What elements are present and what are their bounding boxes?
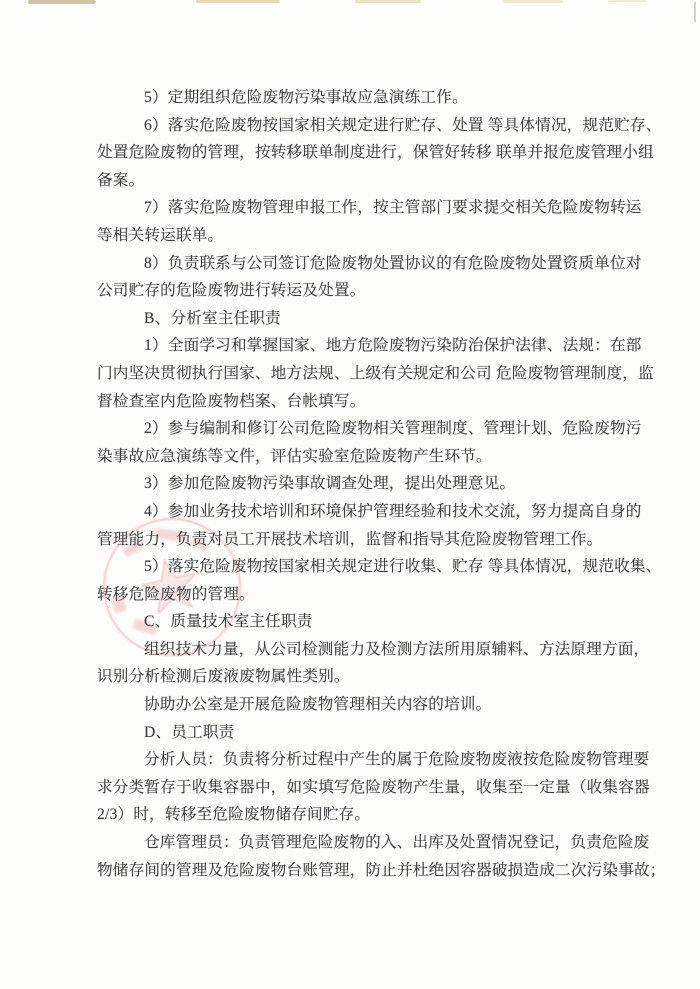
scan-artifact: [28, 0, 96, 4]
text-line: 备案。: [97, 171, 145, 189]
text-line: 处置危险废物的管理，按转移联单制度进行，保管好转移 联单并报危废管理小组: [97, 144, 654, 162]
text-line: C、质量技术室主任职责: [144, 613, 313, 631]
scan-artifact: [196, 0, 280, 3]
text-line: 染事故应急演练等文件，评估实验室危险废物产生环节。: [97, 447, 492, 465]
document-text: [97, 84, 666, 884]
text-line: 3）参加危险废物污染事故调查处理，提出处理意见。: [144, 475, 516, 493]
text-line: 8）负责联系与公司签订危险废物处置协议的有危险废物处置资质单位对: [144, 254, 642, 272]
text-line: 2/3）时，转移至危险废物储存间贮存。: [97, 806, 371, 824]
text-line: 识别分析检测后废液废物属性类别。: [97, 668, 350, 686]
text-line: 求分类暂存于收集容器中，如实填写危险废物产生量，收集至一定量（收集容器: [97, 778, 650, 796]
text-line: 4）参加业务技术培训和环境保护管理经验和技术交流，努力提高自身的: [144, 502, 642, 520]
text-line: 2）参与编制和修订公司危险废物相关管理制度、管理计划、危险废物污: [144, 420, 642, 438]
text-line: 1）全面学习和掌握国家、地方危险废物污染防治保护法律、法规：在部: [144, 337, 642, 355]
text-line: 5）定期组织危险废物污染事故应急演练工作。: [144, 89, 468, 106]
text-line: 5）落实危险废物按国家相关规定进行收集、贮存 等具体情况，规范收集、: [144, 558, 662, 576]
text-line: 转移危险废物的管理。: [97, 585, 255, 603]
text-line: 7）落实危险废物管理申报工作，按主管部门要求提交相关危险废物转运: [144, 199, 642, 217]
scan-artifact: [694, 2, 696, 22]
text-line: 门内坚决贯彻执行国家、地方法规、上级有关规定和公司 危险废物管理制度，监: [97, 364, 654, 382]
text-line: 协助办公室是开展危险废物管理相关内容的培训。: [144, 696, 492, 714]
text-line: 等相关转运联单。: [97, 226, 224, 244]
text-line: 分析人员：负责将分析过程中产生的属于危险废物废液按危险废物管理要: [144, 751, 650, 769]
text-line: 公司贮存的危险废物进行转运及处置。: [97, 282, 366, 300]
scan-artifact: [355, 0, 421, 3]
text-line: 物储存间的管理及危险废物台账管理，防止并杜绝因容器破损造成二次污染事故；: [97, 861, 666, 879]
text-line: 仓库管理员：负责管理危险废物的入、出库及处置情况登记，负责危险废: [144, 834, 650, 852]
text-line: 6）落实危险废物按国家相关规定进行贮存、处置 等具体情况，规范贮存、: [144, 116, 662, 134]
text-line: B、分析室主任职责: [144, 309, 281, 327]
text-line: 管理能力，负责对员工开展技术培训，监督和指导其危险废物管理工作。: [97, 530, 603, 548]
scan-artifact: [503, 0, 563, 3]
text-line: 督检查室内危险废物档案、台帐填写。: [97, 392, 366, 410]
text-line: 组织技术力量，从公司检测能力及检测方法所用原辅料、方法原理方面，: [144, 640, 650, 658]
text-line: D、员工职责: [144, 723, 235, 741]
scan-artifact: [608, 0, 646, 2]
